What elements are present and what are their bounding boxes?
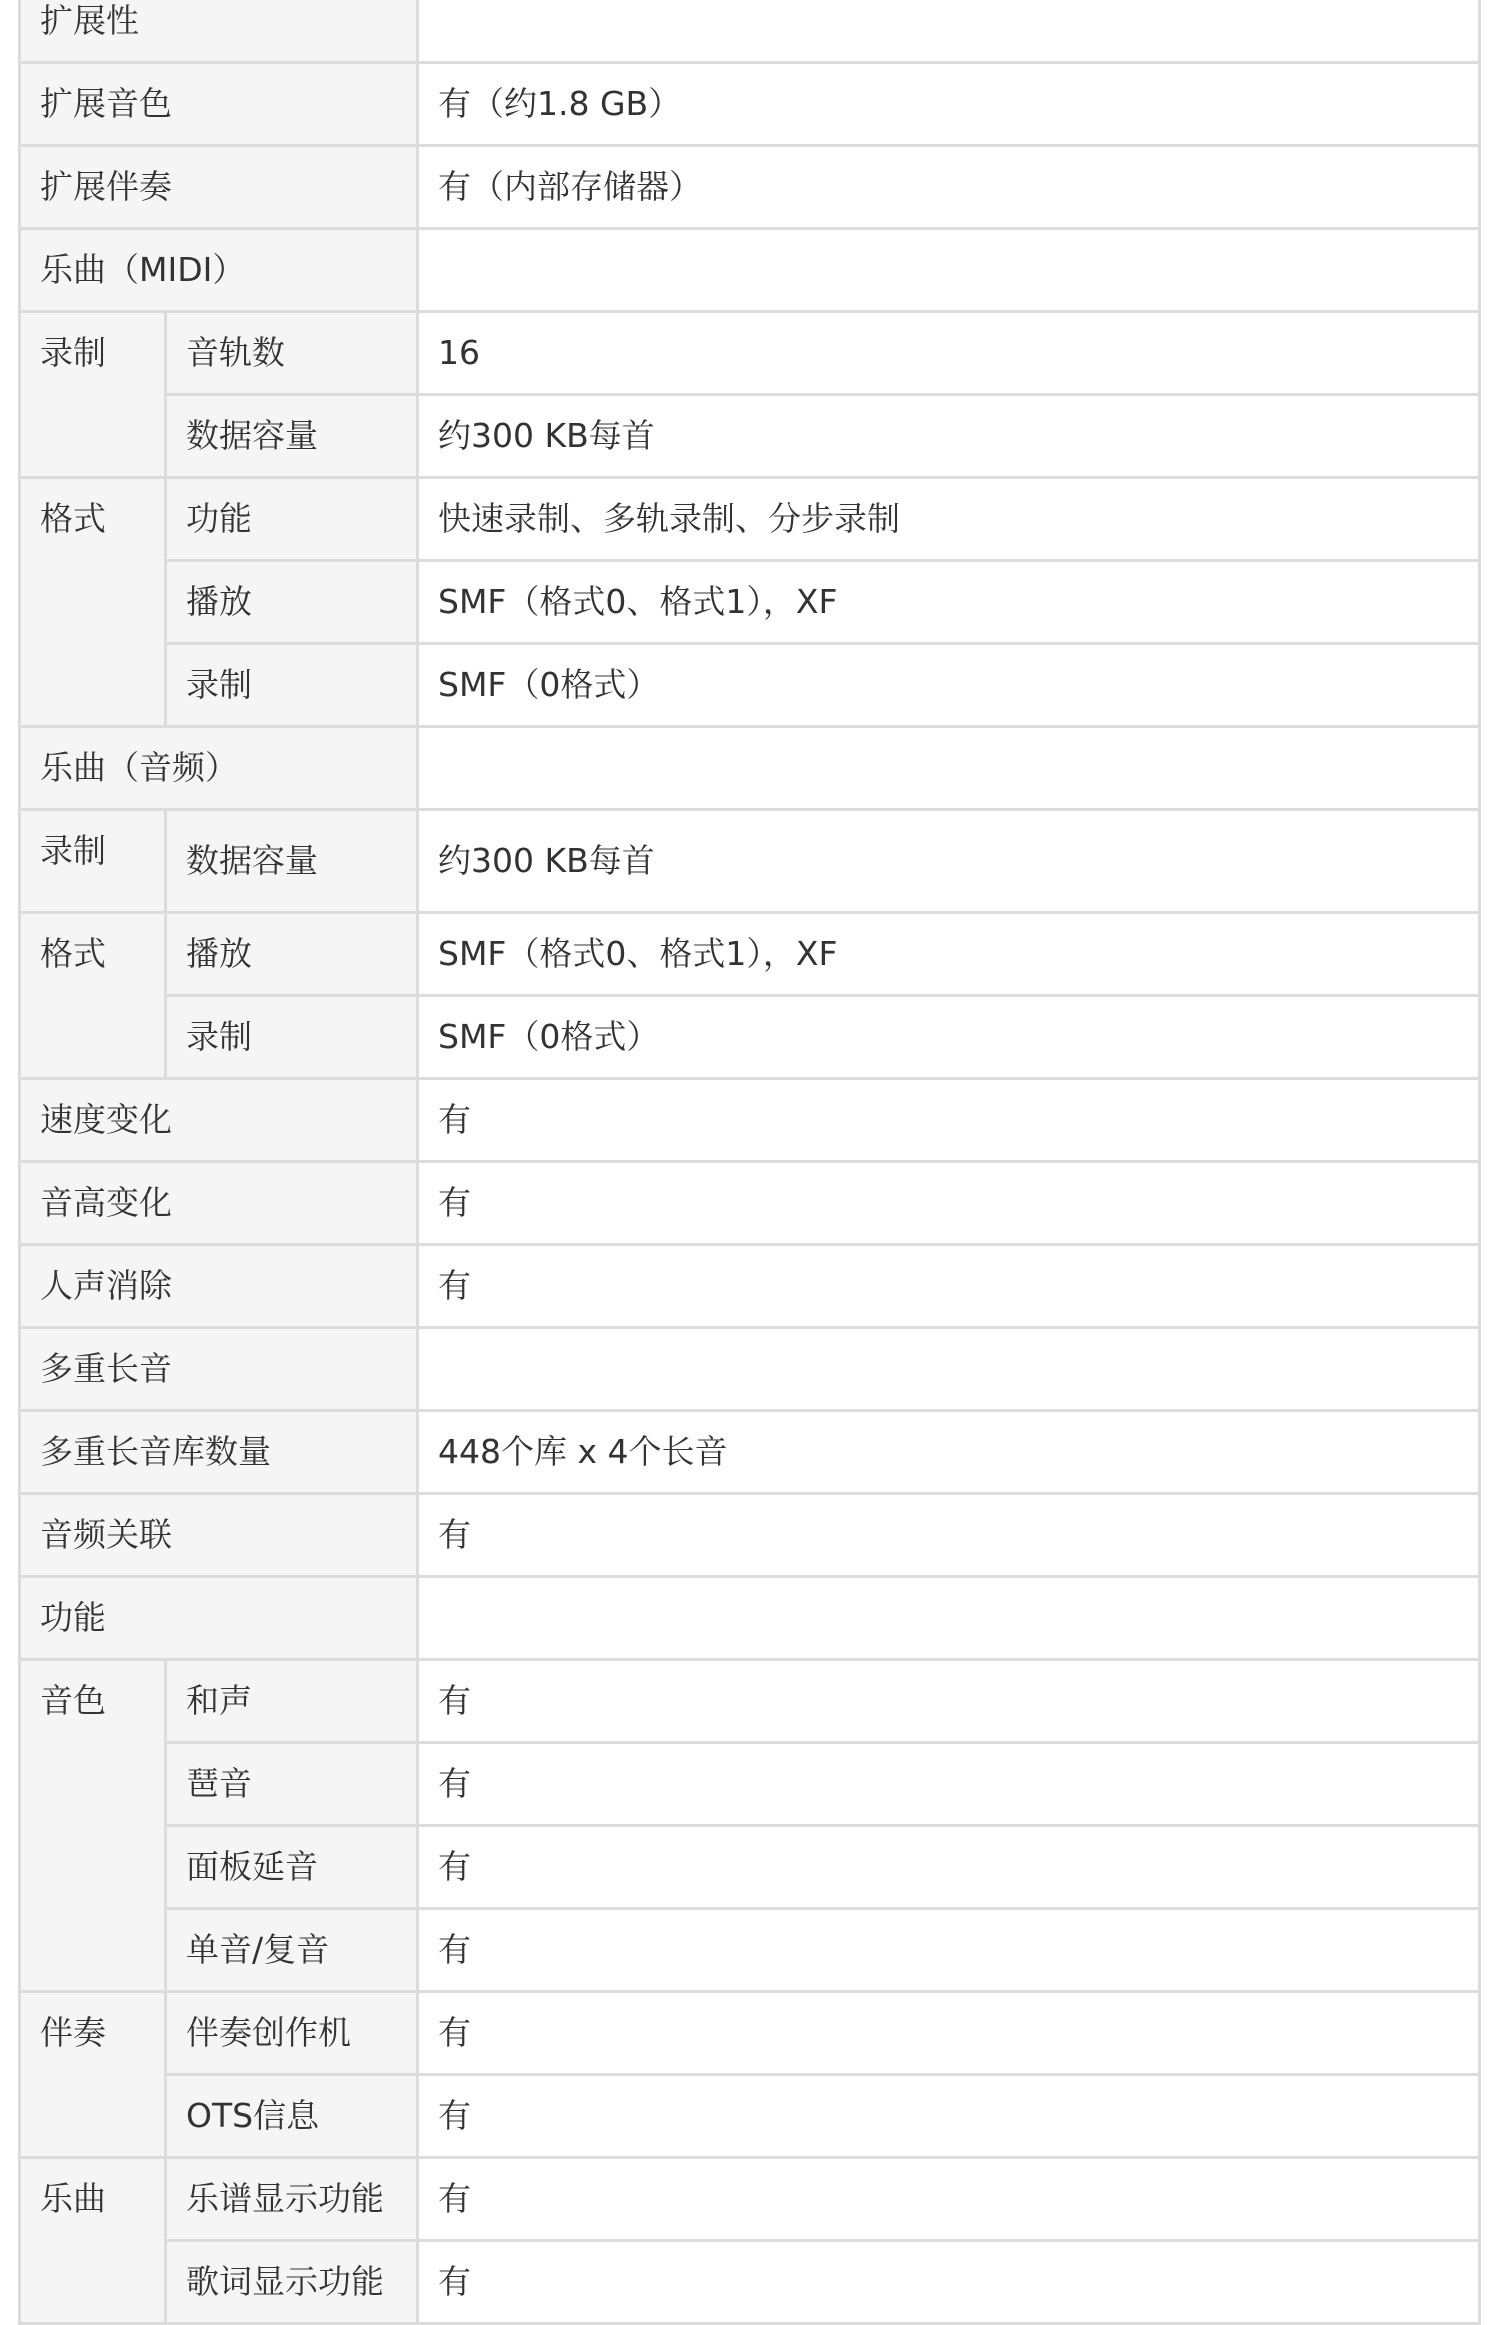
spec-row [20,63,1480,146]
spec-row [20,913,1480,996]
spec-value: 有 [418,1660,1480,1743]
spec-value: 约300 KB每首 [418,395,1480,478]
spec-label: 乐谱显示功能 [166,2158,418,2241]
group-label: 格式 [20,913,166,1079]
spec-label: 扩展性 [20,0,418,63]
spec-value: SMF（0格式） [418,996,1480,1079]
section-label: 功能 [20,1577,418,1660]
spec-label: 速度变化 [20,1079,418,1162]
spec-row [20,1992,1480,2075]
spec-label: 面板延音 [166,1826,418,1909]
spec-row [20,561,1480,644]
group-label: 录制 [20,312,166,478]
spec-label: 录制 [166,996,418,1079]
spec-label: 多重长音库数量 [20,1411,418,1494]
spec-value: 有 [418,1826,1480,1909]
group-label: 格式 [20,478,166,727]
spec-value: SMF（0格式） [418,644,1480,727]
spec-value: 有 [418,1909,1480,1992]
spec-label: 人声消除 [20,1245,418,1328]
spec-label: 伴奏创作机 [166,1992,418,2075]
spec-value [418,229,1480,312]
spec-label: 音高变化 [20,1162,418,1245]
spec-value: 有 [418,2241,1480,2324]
spec-table [18,0,1481,2325]
spec-label: 数据容量 [166,395,418,478]
spec-row [20,2158,1480,2241]
section-label: 乐曲（音频） [20,727,418,810]
spec-value: 有 [418,1162,1480,1245]
spec-label: 扩展伴奏 [20,146,418,229]
spec-label: 歌词显示功能 [166,2241,418,2324]
spec-label: 音轨数 [166,312,418,395]
group-label: 乐曲 [20,2158,166,2324]
spec-value: 有 [418,1992,1480,2075]
spec-row [20,1909,1480,1992]
spec-label: 扩展音色 [20,63,418,146]
spec-value: 有 [418,2075,1480,2158]
spec-row [20,996,1480,1079]
spec-row [20,1079,1480,1162]
spec-label: 播放 [166,913,418,996]
spec-label: 功能 [166,478,418,561]
spec-value [418,1577,1480,1660]
spec-label: 播放 [166,561,418,644]
spec-row [20,1826,1480,1909]
group-label: 伴奏 [20,1992,166,2158]
spec-value: 有 [418,1245,1480,1328]
spec-label: OTS信息 [166,2075,418,2158]
spec-row [20,1245,1480,1328]
spec-row [20,1162,1480,1245]
spec-row [20,395,1480,478]
spec-row [20,1411,1480,1494]
spec-value [418,1328,1480,1411]
spec-value: 有（约1.8 GB） [418,63,1480,146]
spec-value: 快速录制、多轨录制、分步录制 [418,478,1480,561]
group-label: 音色 [20,1660,166,1992]
section-row [20,1328,1480,1411]
spec-value [418,727,1480,810]
spec-label: 琶音 [166,1743,418,1826]
spec-label: 录制 [166,644,418,727]
spec-label: 和声 [166,1660,418,1743]
spec-value: 有 [418,2158,1480,2241]
spec-label: 音频关联 [20,1494,418,1577]
spec-value: 有 [418,1494,1480,1577]
spec-row [20,0,1480,63]
spec-row [20,478,1480,561]
section-row [20,1577,1480,1660]
spec-value: 16 [418,312,1480,395]
spec-value: 448个库 x 4个长音 [418,1411,1480,1494]
spec-row [20,2241,1480,2324]
spec-value: 约300 KB每首 [418,810,1480,913]
spec-row [20,810,1480,913]
spec-row [20,1743,1480,1826]
spec-value: 有 [418,1079,1480,1162]
spec-row [20,312,1480,395]
spec-label: 单音/复音 [166,1909,418,1992]
spec-row [20,1660,1480,1743]
spec-value: SMF（格式0、格式1），XF [418,561,1480,644]
spec-value [418,0,1480,63]
spec-row [20,1494,1480,1577]
section-row [20,727,1480,810]
spec-value: SMF（格式0、格式1），XF [418,913,1480,996]
spec-value: 有（内部存储器） [418,146,1480,229]
spec-row [20,644,1480,727]
section-label: 乐曲（MIDI） [20,229,418,312]
spec-value: 有 [418,1743,1480,1826]
spec-row [20,2075,1480,2158]
section-label: 多重长音 [20,1328,418,1411]
spec-label: 数据容量 [166,810,418,913]
group-label: 录制 [20,810,166,913]
section-row [20,229,1480,312]
spec-row [20,146,1480,229]
